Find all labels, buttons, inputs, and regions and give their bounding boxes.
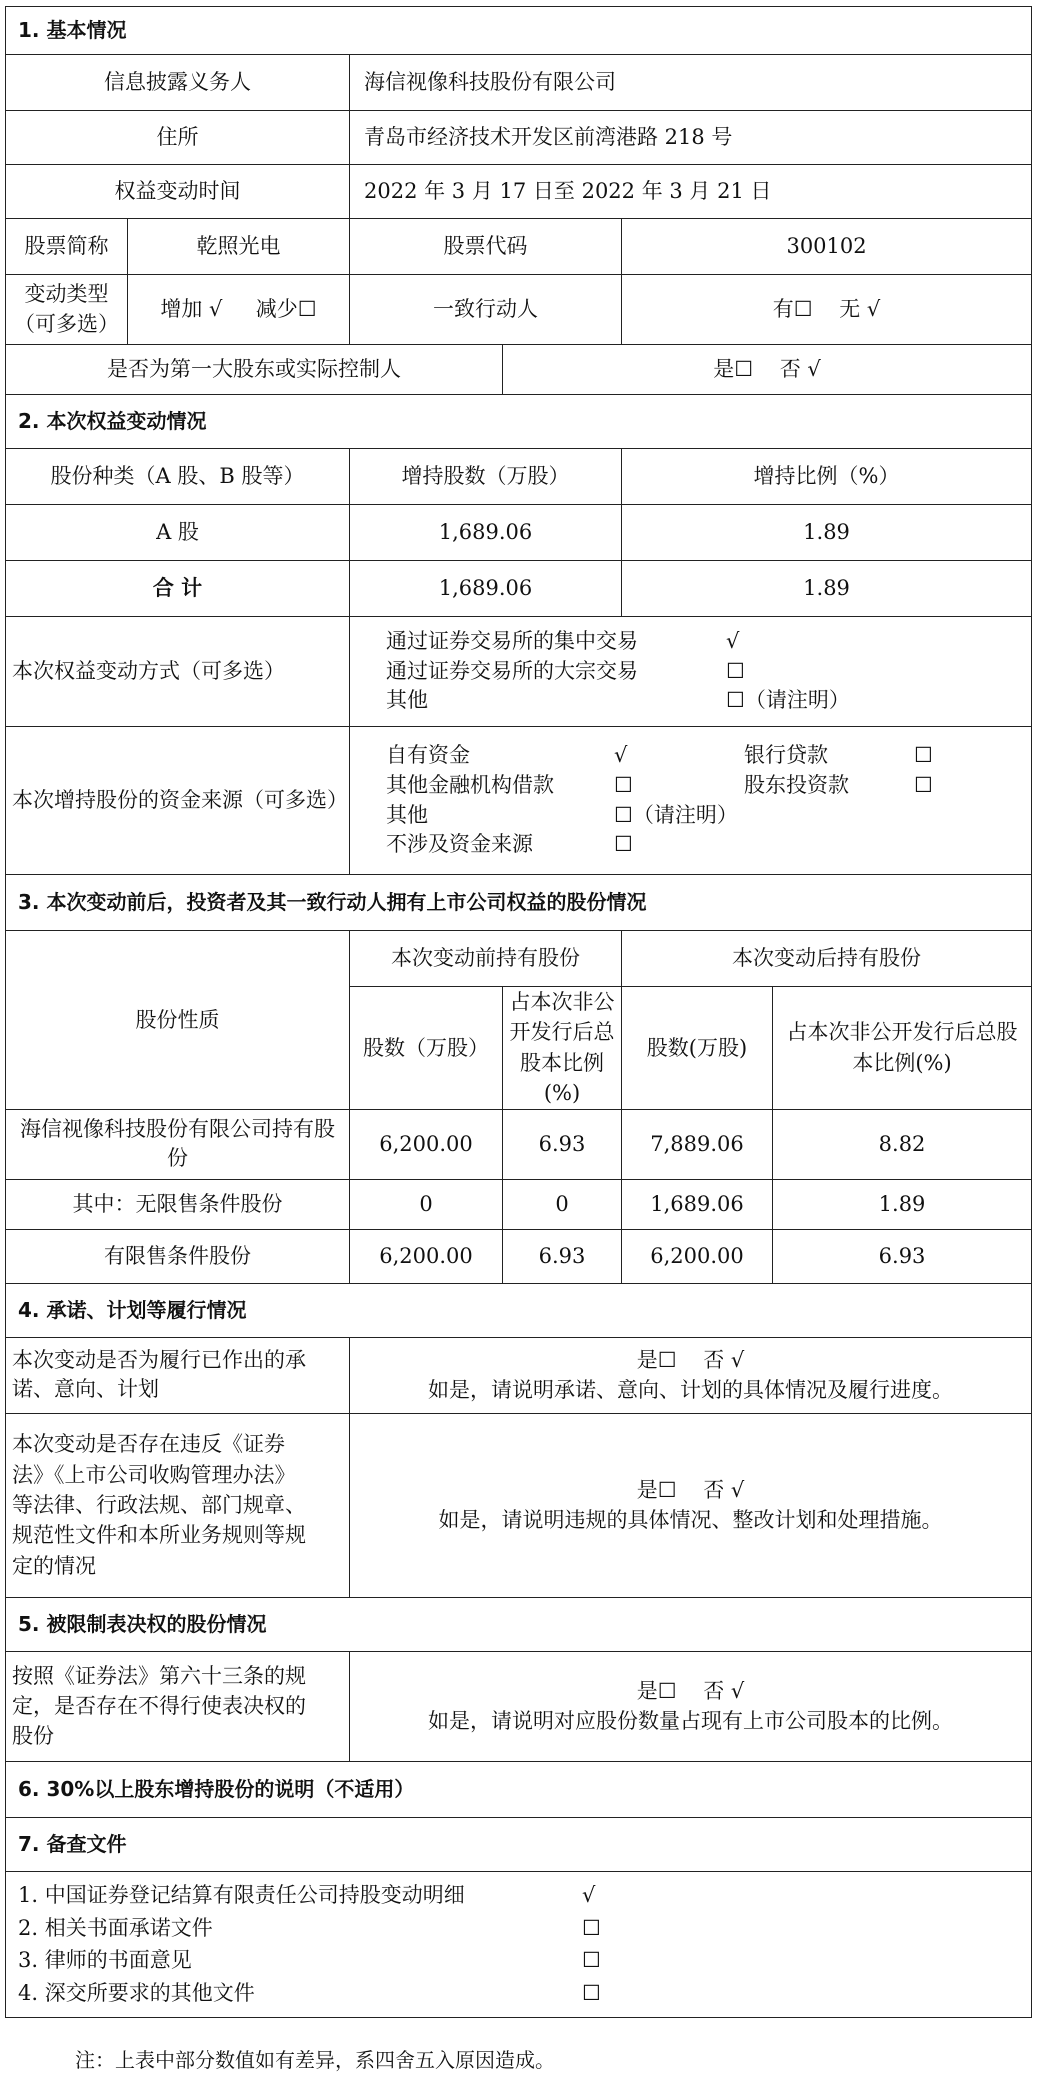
section-title: 3. 本次变动前后，投资者及其一致行动人拥有上市公司权益的股份情况 bbox=[6, 875, 1032, 931]
address-value: 青岛市经济技术开发区前湾港路 218 号 bbox=[350, 111, 1032, 165]
row-s3-header-1 bbox=[6, 931, 1032, 987]
method-option: 通过证券交易所的集中交易 √ bbox=[386, 628, 740, 653]
row-a-share bbox=[6, 505, 1032, 561]
section-6-header bbox=[6, 1761, 1032, 1817]
row-reference-files bbox=[6, 1871, 1032, 2017]
row-change-method bbox=[6, 617, 1032, 727]
after-ratio: 6.93 bbox=[773, 1229, 1032, 1283]
source-option: 其他金融机构借款 ☐ 股东投资款 ☐ bbox=[386, 772, 933, 797]
total-shares: 1,689.06 bbox=[350, 561, 622, 617]
footnote: 注：上表中部分数值如有差异，系四舍五入原因造成。 bbox=[75, 2048, 555, 2072]
before-shares: 6,200.00 bbox=[350, 1229, 503, 1283]
section-title: 4. 承诺、计划等履行情况 bbox=[6, 1283, 1032, 1337]
row-change-time bbox=[6, 165, 1032, 219]
holding-name: 有限售条件股份 bbox=[6, 1229, 350, 1283]
row-violation bbox=[6, 1413, 1032, 1597]
yes-no: 是☐ 否 √ bbox=[636, 1347, 745, 1372]
explanation: 如是，请说明承诺、意向、计划的具体情况及履行进度。 bbox=[428, 1378, 954, 1403]
before-ratio-header: 占本次非公开发行后总股本比例(%) bbox=[503, 987, 622, 1110]
before-ratio: 0 bbox=[503, 1179, 622, 1229]
change-type-value: 增加 √ 减少☐ bbox=[128, 275, 350, 345]
time-label: 权益变动时间 bbox=[6, 165, 350, 219]
row-total bbox=[6, 561, 1032, 617]
header-increase-shares: 增持股数（万股） bbox=[350, 449, 622, 505]
list-item: 4. 深交所要求的其他文件 ☐ bbox=[18, 1980, 601, 2005]
after-ratio-header: 占本次非公开发行后总股本比例(%) bbox=[773, 987, 1032, 1110]
explanation: 如是，请说明对应股份数量占现有上市公司股本的比例。 bbox=[428, 1709, 954, 1734]
row-largest-holder bbox=[6, 345, 1032, 395]
yes-no: 是☐ 否 √ bbox=[636, 1477, 745, 1502]
section-title: 1. 基本情况 bbox=[6, 7, 1032, 55]
method-option: 其他 ☐（请注明） bbox=[386, 688, 850, 713]
section-title: 5. 被限制表决权的股份情况 bbox=[6, 1597, 1032, 1651]
row-s2-header bbox=[6, 449, 1032, 505]
before-shares: 0 bbox=[350, 1179, 503, 1229]
list-item: 2. 相关书面承诺文件 ☐ bbox=[18, 1915, 601, 1940]
holding-name: 海信视像科技股份有限公司持有股份 bbox=[6, 1109, 350, 1179]
violation-question: 本次变动是否存在违反《证券法》《上市公司收购管理办法》等法律、行政法规、部门规章、规范性文件和本所业务规则等规定的情况 bbox=[6, 1413, 350, 1597]
discloser-value: 海信视像科技股份有限公司 bbox=[350, 55, 1032, 111]
row-change-type bbox=[6, 275, 1032, 345]
row-commitment bbox=[6, 1337, 1032, 1413]
stock-code-value: 300102 bbox=[622, 219, 1032, 275]
concert-value: 有☐ 无 √ bbox=[622, 275, 1032, 345]
row-address bbox=[6, 111, 1032, 165]
before-ratio: 6.93 bbox=[503, 1229, 622, 1283]
after-label: 本次变动后持有股份 bbox=[622, 931, 1032, 987]
file-list bbox=[6, 1871, 1032, 2017]
after-ratio: 1.89 bbox=[773, 1179, 1032, 1229]
after-shares: 1,689.06 bbox=[622, 1179, 773, 1229]
source-option: 自有资金 √ 银行贷款 ☐ bbox=[386, 742, 933, 767]
voting-question: 按照《证券法》第六十三条的规定，是否存在不得行使表决权的股份 bbox=[6, 1651, 350, 1761]
section-title: 2. 本次权益变动情况 bbox=[6, 395, 1032, 449]
a-share-type: A 股 bbox=[6, 505, 350, 561]
nature-label: 股份性质 bbox=[6, 931, 350, 1110]
change-type-label: 变动类型（可多选） bbox=[6, 275, 128, 345]
row-fund-source bbox=[6, 727, 1032, 875]
source-option: 不涉及资金来源 ☐ bbox=[386, 832, 633, 857]
total-ratio: 1.89 bbox=[622, 561, 1032, 617]
yes-no: 是☐ 否 √ bbox=[636, 1678, 745, 1703]
section-7-header bbox=[6, 1817, 1032, 1871]
row-voting-restriction bbox=[6, 1651, 1032, 1761]
stock-code-label: 股票代码 bbox=[350, 219, 622, 275]
method-option: 通过证券交易所的大宗交易 ☐ bbox=[386, 658, 745, 683]
address-label: 住所 bbox=[6, 111, 350, 165]
section-1-header bbox=[6, 7, 1032, 55]
stock-name-label: 股票简称 bbox=[6, 219, 128, 275]
time-value: 2022 年 3 月 17 日至 2022 年 3 月 21 日 bbox=[350, 165, 1032, 219]
before-shares: 6,200.00 bbox=[350, 1109, 503, 1179]
largest-value: 是☐ 否 √ bbox=[503, 345, 1032, 395]
header-increase-ratio: 增持比例（%） bbox=[622, 449, 1032, 505]
source-options bbox=[350, 727, 1032, 875]
concert-label: 一致行动人 bbox=[350, 275, 622, 345]
list-item: 3. 律师的书面意见 ☐ bbox=[18, 1948, 601, 1973]
after-shares-header: 股数(万股) bbox=[622, 987, 773, 1110]
section-title: 7. 备查文件 bbox=[6, 1817, 1032, 1871]
holding-name: 其中：无限售条件股份 bbox=[6, 1179, 350, 1229]
table-row bbox=[6, 1229, 1032, 1283]
table-row bbox=[6, 1179, 1032, 1229]
largest-label: 是否为第一大股东或实际控制人 bbox=[6, 345, 503, 395]
discloser-label: 信息披露义务人 bbox=[6, 55, 350, 111]
source-label: 本次增持股份的资金来源（可多选） bbox=[6, 727, 350, 875]
section-2-header bbox=[6, 395, 1032, 449]
a-share-ratio: 1.89 bbox=[622, 505, 1032, 561]
after-shares: 7,889.06 bbox=[622, 1109, 773, 1179]
method-label: 本次权益变动方式（可多选） bbox=[6, 617, 350, 727]
before-label: 本次变动前持有股份 bbox=[350, 931, 622, 987]
method-options bbox=[350, 617, 1032, 727]
source-option: 其他 ☐（请注明） bbox=[386, 802, 738, 827]
commitment-answer bbox=[350, 1337, 1032, 1413]
commitment-question: 本次变动是否为履行已作出的承诺、意向、计划 bbox=[6, 1337, 350, 1413]
list-item: 1. 中国证券登记结算有限责任公司持股变动明细 √ bbox=[18, 1883, 596, 1908]
a-share-shares: 1,689.06 bbox=[350, 505, 622, 561]
row-discloser bbox=[6, 55, 1032, 111]
voting-answer bbox=[350, 1651, 1032, 1761]
total-label: 合 计 bbox=[6, 561, 350, 617]
before-ratio: 6.93 bbox=[503, 1109, 622, 1179]
before-shares-header: 股数（万股） bbox=[350, 987, 503, 1110]
equity-change-table bbox=[5, 6, 1032, 2018]
explanation: 如是，请说明违规的具体情况、整改计划和处理措施。 bbox=[438, 1508, 943, 1533]
disclosure-form bbox=[5, 6, 1031, 2018]
header-share-type: 股份种类（A 股、B 股等） bbox=[6, 449, 350, 505]
stock-name-value: 乾照光电 bbox=[128, 219, 350, 275]
after-shares: 6,200.00 bbox=[622, 1229, 773, 1283]
section-5-header bbox=[6, 1597, 1032, 1651]
section-4-header bbox=[6, 1283, 1032, 1337]
after-ratio: 8.82 bbox=[773, 1109, 1032, 1179]
table-row bbox=[6, 1109, 1032, 1179]
section-3-header bbox=[6, 875, 1032, 931]
row-stock bbox=[6, 219, 1032, 275]
violation-answer bbox=[350, 1413, 1032, 1597]
section-title: 6. 30%以上股东增持股份的说明（不适用） bbox=[6, 1761, 1032, 1817]
